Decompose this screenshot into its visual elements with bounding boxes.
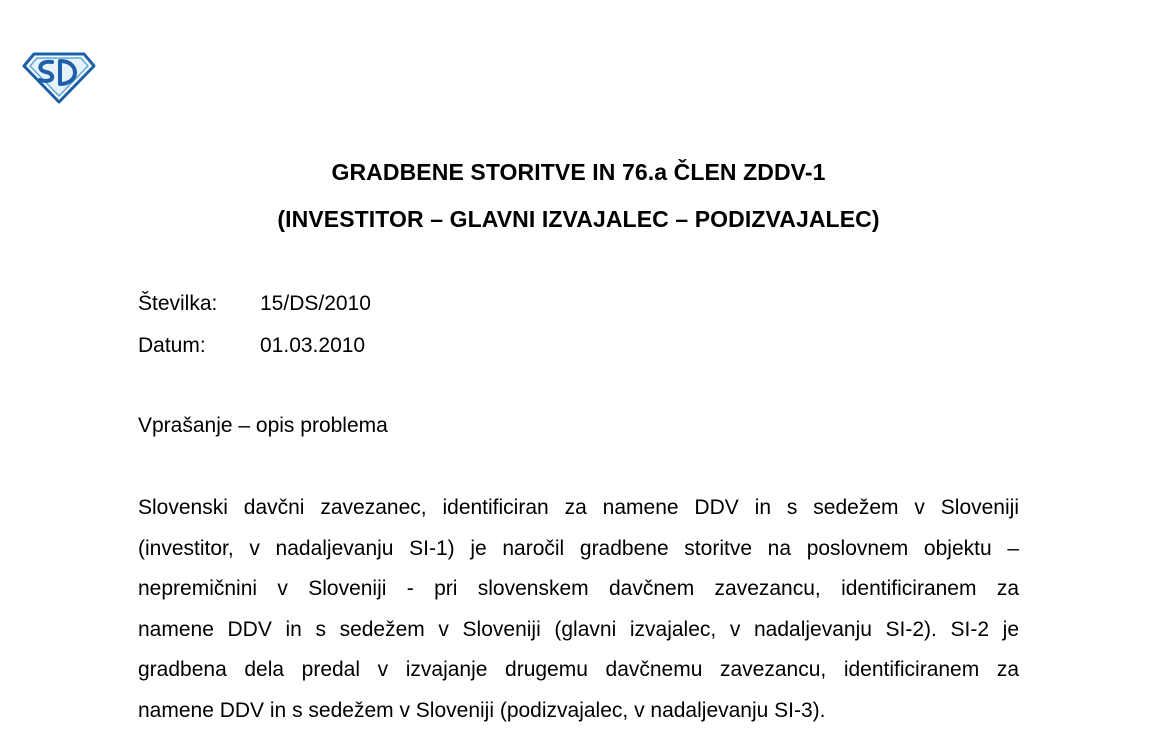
- sd-shield-icon: [22, 48, 96, 104]
- meta-number-label: Številka:: [138, 292, 218, 315]
- section-heading: Vprašanje – opis problema: [138, 414, 388, 437]
- meta-date-label: Datum:: [138, 334, 206, 357]
- document-title: GRADBENE STORITVE IN 76.a ČLEN ZDDV-1: [331, 159, 826, 185]
- paragraph-line: namene DDV in s sedežem v Sloveniji (podizvajalec, v nadaljevanju SI-3).: [138, 698, 826, 722]
- paragraph-line: Slovenski davčni zavezanec, identificiran za namene DDV in s sedežem v Sloveniji: [138, 496, 1019, 519]
- meta-date-value: 01.03.2010: [260, 334, 366, 357]
- meta-number-row: [138, 292, 371, 316]
- paragraph-line: nepremičnini v Sloveniji - pri slovenskem davčnem zavezancu, identificiranem za: [138, 577, 1019, 600]
- paragraph-line: gradbena dela predal v izvajanje drugemu davčnemu zavezancu, identificiranem za: [138, 658, 1019, 681]
- document-subtitle: (INVESTITOR – GLAVNI IZVAJALEC – PODIZVAJALEC): [277, 206, 880, 232]
- meta-number-value: 15/DS/2010: [260, 292, 371, 315]
- paragraph-line: namene DDV in s sedežem v Sloveniji (glavni izvajalec, v nadaljevanju SI-2). SI-2 je: [138, 617, 1019, 641]
- body-paragraph: [138, 493, 1019, 736]
- paragraph-line: (investitor, v nadaljevanju SI-1) je naročil gradbene storitve na poslovnem objektu –: [138, 536, 1019, 560]
- meta-date-row: [138, 334, 365, 358]
- company-logo: [22, 48, 96, 104]
